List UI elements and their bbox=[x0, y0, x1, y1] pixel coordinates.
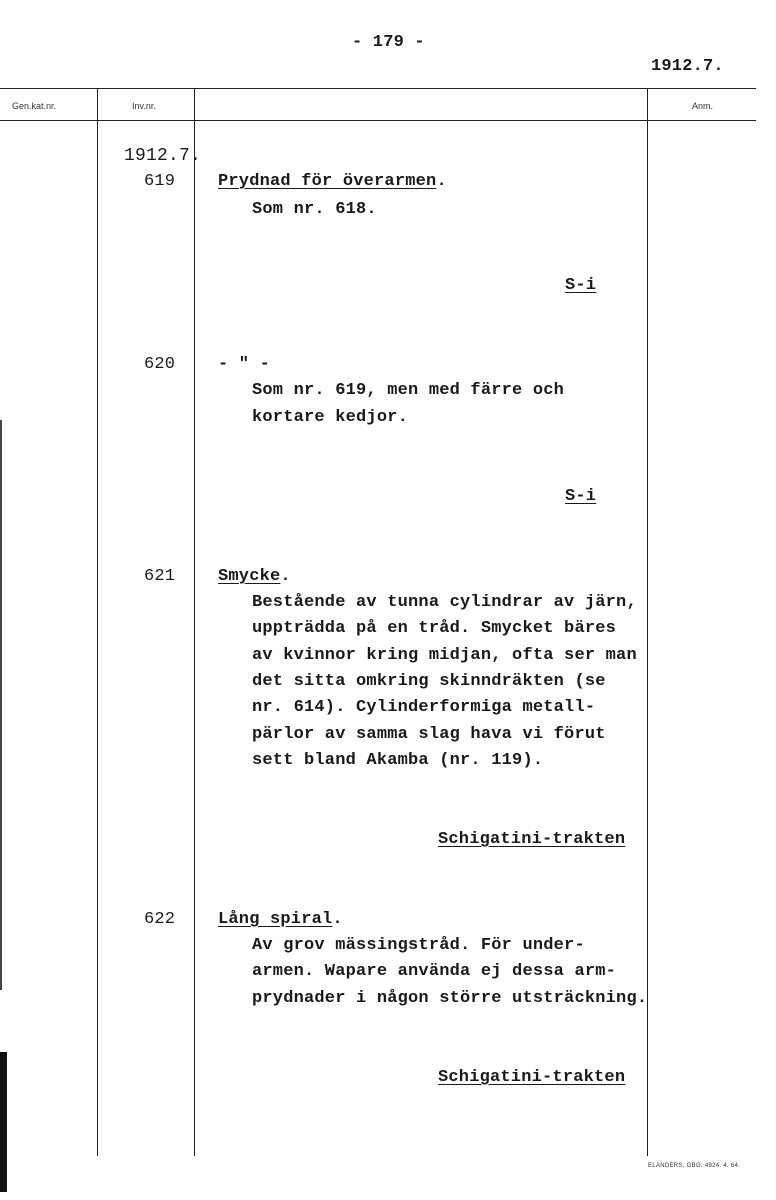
entry-location: Schigatini-trakten bbox=[438, 1068, 626, 1087]
entry-line: prydnader i någon större utsträckning. bbox=[252, 989, 648, 1008]
inv-number: 621 bbox=[144, 567, 176, 586]
entry-title bbox=[218, 910, 343, 929]
entry-line: Som nr. 619, men med färre och bbox=[252, 381, 565, 400]
header-rule-top bbox=[0, 88, 756, 89]
column-divider-1 bbox=[97, 88, 98, 1156]
entry-line: uppträdda på en tråd. Smycket bäres bbox=[252, 619, 617, 638]
column-header-anm: Anm. bbox=[692, 101, 714, 111]
entry-title-text: Prydnad för överarmen bbox=[218, 172, 437, 191]
date-code: 1912.7. bbox=[651, 57, 724, 76]
entry-title bbox=[218, 172, 447, 191]
entry-line: sett bland Akamba (nr. 119). bbox=[252, 751, 544, 770]
entry-line: av kvinnor kring midjan, ofta ser man bbox=[252, 646, 637, 665]
scan-edge-bar-upper bbox=[0, 420, 2, 990]
entry-location: Schigatini-trakten bbox=[438, 830, 626, 849]
entry-line: pärlor av samma slag hava vi förut bbox=[252, 725, 606, 744]
entry-title-text: - " - bbox=[218, 355, 271, 374]
entry-line: armen. Wapare använda ej dessa arm- bbox=[252, 962, 617, 981]
series-code: 1912.7. bbox=[124, 146, 202, 166]
column-header-gen-kat: Gen.kat.nr. bbox=[12, 101, 57, 111]
entry-title bbox=[218, 355, 270, 374]
inv-number: 620 bbox=[144, 355, 176, 374]
entry-line: Bestående av tunna cylindrar av järn, bbox=[252, 593, 637, 612]
page-number: - 179 - bbox=[352, 33, 425, 52]
entry-line: Som nr. 618. bbox=[252, 200, 377, 219]
entry-title-suffix: . bbox=[280, 567, 291, 586]
entry-title-text: Lång spiral bbox=[218, 910, 333, 929]
entry-line: det sitta omkring skinndräkten (se bbox=[252, 672, 606, 691]
entry-title-suffix: . bbox=[436, 172, 447, 191]
printer-imprint: ELANDERS, GBG. 4924. 4. 64. bbox=[648, 1163, 741, 1169]
column-header-inv: Inv.nr. bbox=[132, 101, 156, 111]
scan-edge-bar-lower bbox=[0, 1052, 7, 1192]
entry-title bbox=[218, 567, 291, 586]
entry-location: S-i bbox=[565, 487, 597, 506]
entry-line: kortare kedjor. bbox=[252, 408, 409, 427]
inv-number: 619 bbox=[144, 172, 176, 191]
entry-location: S-i bbox=[565, 276, 597, 295]
header-rule-bottom bbox=[0, 120, 756, 121]
entry-title-suffix: . bbox=[332, 910, 343, 929]
entry-title-text: Smycke bbox=[218, 567, 281, 586]
entry-line: Av grov mässingstråd. För under- bbox=[252, 936, 585, 955]
column-divider-2 bbox=[194, 88, 195, 1156]
entry-line: nr. 614). Cylinderformiga metall- bbox=[252, 698, 596, 717]
inv-number: 622 bbox=[144, 910, 176, 929]
